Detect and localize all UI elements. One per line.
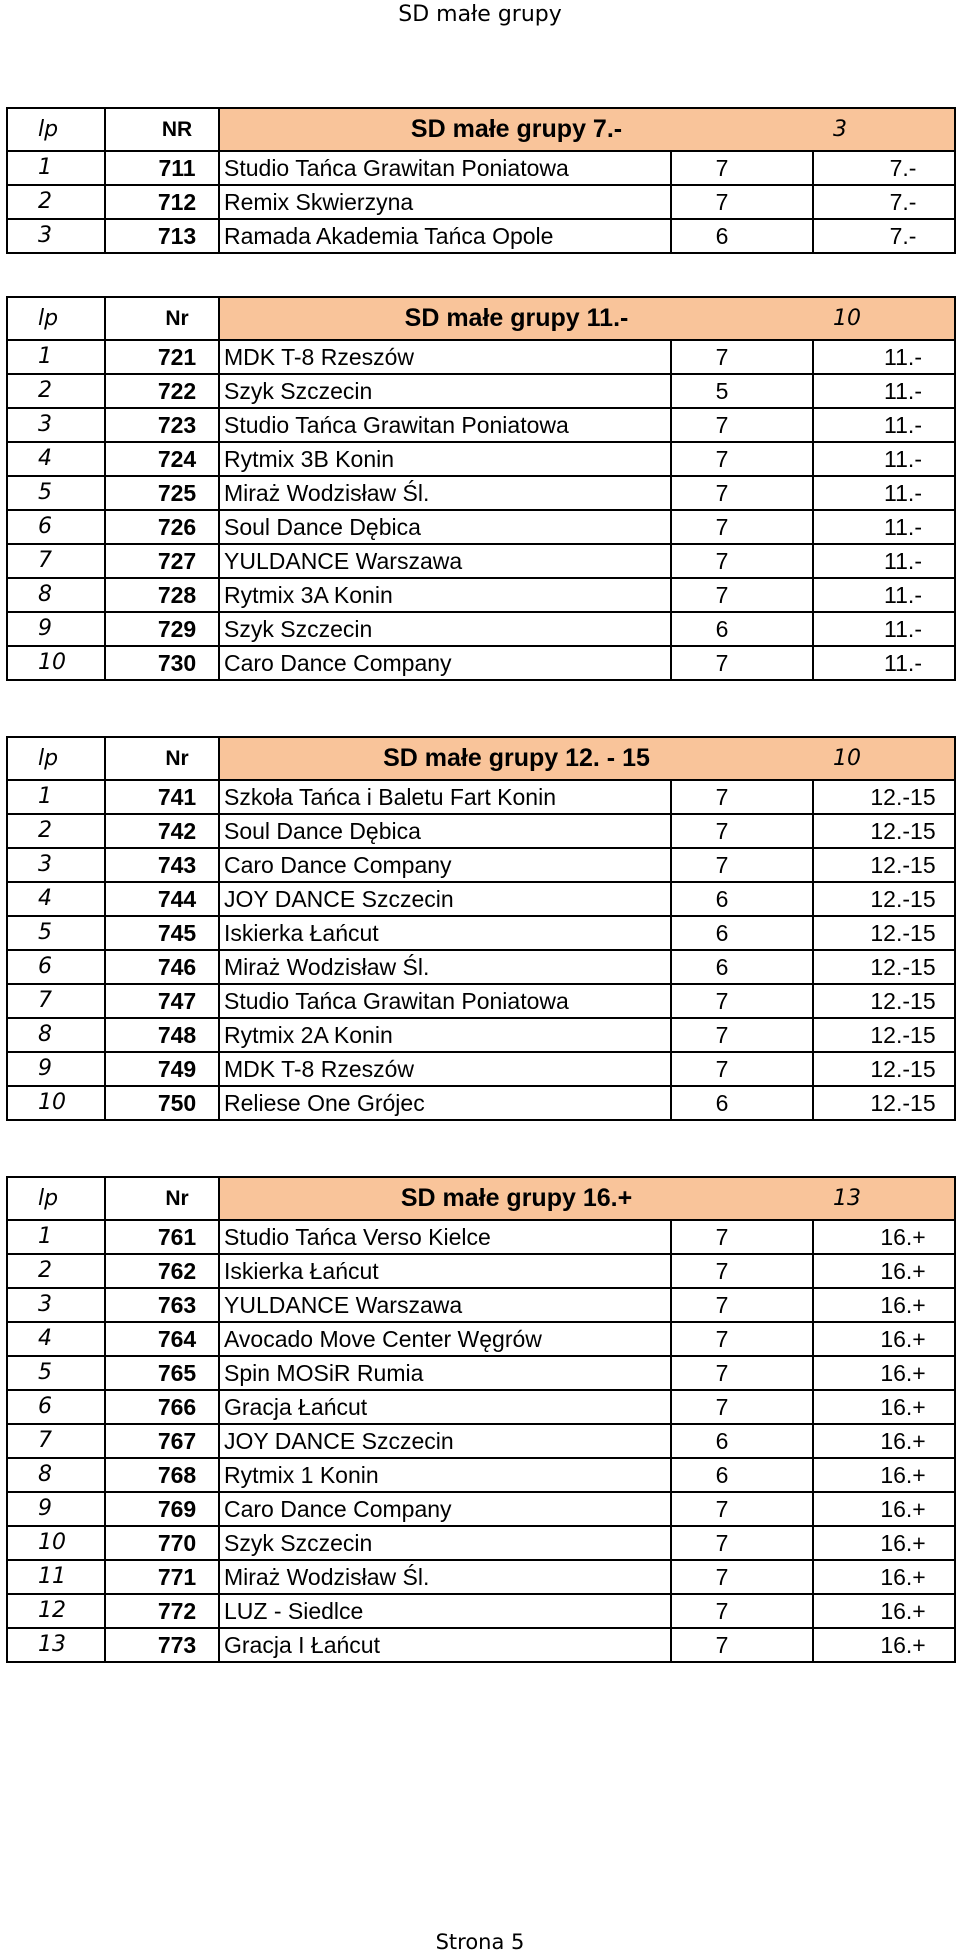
table-row: [7, 374, 955, 408]
row-category: 16.+: [813, 1390, 955, 1424]
row-lp: 9: [7, 612, 105, 646]
table-row: [7, 1390, 955, 1424]
table-row: [7, 1220, 955, 1254]
row-lp: 3: [7, 219, 105, 253]
row-team: Szyk Szczecin: [219, 612, 671, 646]
header-nr: Nr: [105, 297, 219, 340]
row-nr: 726: [105, 510, 219, 544]
row-category: 11.-: [813, 408, 955, 442]
row-nr: 741: [105, 780, 219, 814]
row-count: 7: [671, 814, 813, 848]
row-count: 7: [671, 1560, 813, 1594]
table-row: [7, 1526, 955, 1560]
row-nr: 764: [105, 1322, 219, 1356]
table-row: [7, 408, 955, 442]
group-title: SD małe grupy 12. - 15: [219, 737, 813, 780]
page-footer: Strona 5: [435, 1930, 525, 1954]
group-title: SD małe grupy 16.+: [219, 1177, 813, 1220]
row-nr: 750: [105, 1086, 219, 1120]
row-team: Iskierka Łańcut: [219, 916, 671, 950]
table-row: [7, 151, 955, 185]
table-row: [7, 950, 955, 984]
row-team: Soul Dance Dębica: [219, 814, 671, 848]
group-total: 3: [813, 108, 955, 151]
row-lp: 4: [7, 882, 105, 916]
group-total: 10: [813, 297, 955, 340]
row-team: Remix Skwierzyna: [219, 185, 671, 219]
row-category: 12.-15: [813, 916, 955, 950]
row-category: 7.-: [813, 185, 955, 219]
row-team: Studio Tańca Verso Kielce: [219, 1220, 671, 1254]
group-table: [6, 736, 956, 1121]
row-nr: 772: [105, 1594, 219, 1628]
table-row: [7, 1086, 955, 1120]
row-nr: 748: [105, 1018, 219, 1052]
group-header: [7, 1177, 955, 1220]
row-team: Iskierka Łańcut: [219, 1254, 671, 1288]
row-lp: 6: [7, 950, 105, 984]
row-category: 12.-15: [813, 882, 955, 916]
header-nr: Nr: [105, 1177, 219, 1220]
row-count: 6: [671, 950, 813, 984]
row-lp: 11: [7, 1560, 105, 1594]
row-count: 7: [671, 646, 813, 680]
row-team: Studio Tańca Grawitan Poniatowa: [219, 984, 671, 1018]
table-row: [7, 780, 955, 814]
row-lp: 1: [7, 151, 105, 185]
row-category: 11.-: [813, 476, 955, 510]
row-team: MDK T-8 Rzeszów: [219, 340, 671, 374]
row-category: 12.-15: [813, 1086, 955, 1120]
table-row: [7, 814, 955, 848]
row-team: Miraż Wodzisław Śl.: [219, 1560, 671, 1594]
table-row: [7, 1052, 955, 1086]
row-team: Rytmix 3A Konin: [219, 578, 671, 612]
row-lp: 5: [7, 1356, 105, 1390]
table-row: [7, 1322, 955, 1356]
row-count: 5: [671, 374, 813, 408]
row-lp: 2: [7, 185, 105, 219]
header-nr: NR: [105, 108, 219, 151]
table-row: [7, 219, 955, 253]
row-lp: 5: [7, 476, 105, 510]
row-team: Soul Dance Dębica: [219, 510, 671, 544]
row-lp: 3: [7, 408, 105, 442]
row-nr: 727: [105, 544, 219, 578]
row-lp: 13: [7, 1628, 105, 1662]
table-row: [7, 1492, 955, 1526]
table-row: [7, 544, 955, 578]
row-team: Rytmix 1 Konin: [219, 1458, 671, 1492]
row-count: 7: [671, 1628, 813, 1662]
row-count: 6: [671, 1086, 813, 1120]
row-count: 6: [671, 219, 813, 253]
row-category: 16.+: [813, 1322, 955, 1356]
row-lp: 2: [7, 814, 105, 848]
row-team: Szkoła Tańca i Baletu Fart Konin: [219, 780, 671, 814]
row-nr: 746: [105, 950, 219, 984]
table-row: [7, 984, 955, 1018]
row-team: Studio Tańca Grawitan Poniatowa: [219, 408, 671, 442]
row-lp: 7: [7, 544, 105, 578]
table-row: [7, 442, 955, 476]
row-team: Caro Dance Company: [219, 1492, 671, 1526]
row-nr: 711: [105, 151, 219, 185]
row-category: 7.-: [813, 151, 955, 185]
row-category: 11.-: [813, 442, 955, 476]
row-nr: 768: [105, 1458, 219, 1492]
table-row: [7, 1288, 955, 1322]
row-count: 7: [671, 1018, 813, 1052]
row-count: 7: [671, 340, 813, 374]
row-category: 11.-: [813, 646, 955, 680]
row-category: 11.-: [813, 544, 955, 578]
row-count: 7: [671, 510, 813, 544]
row-team: Rytmix 2A Konin: [219, 1018, 671, 1052]
row-team: YULDANCE Warszawa: [219, 544, 671, 578]
row-category: 12.-15: [813, 1018, 955, 1052]
row-category: 12.-15: [813, 814, 955, 848]
row-team: MDK T-8 Rzeszów: [219, 1052, 671, 1086]
row-count: 7: [671, 1356, 813, 1390]
row-nr: 761: [105, 1220, 219, 1254]
row-lp: 10: [7, 1086, 105, 1120]
row-team: Caro Dance Company: [219, 646, 671, 680]
row-nr: 729: [105, 612, 219, 646]
group-table: [6, 1176, 956, 1663]
row-team: Gracja Łańcut: [219, 1390, 671, 1424]
row-nr: 722: [105, 374, 219, 408]
row-count: 7: [671, 185, 813, 219]
row-nr: 742: [105, 814, 219, 848]
row-nr: 745: [105, 916, 219, 950]
row-nr: 767: [105, 1424, 219, 1458]
row-team: JOY DANCE Szczecin: [219, 1424, 671, 1458]
row-lp: 3: [7, 1288, 105, 1322]
row-lp: 10: [7, 1526, 105, 1560]
row-nr: 773: [105, 1628, 219, 1662]
row-count: 7: [671, 1220, 813, 1254]
row-team: Spin MOSiR Rumia: [219, 1356, 671, 1390]
row-nr: 743: [105, 848, 219, 882]
group-table: [6, 296, 956, 681]
table-row: [7, 1356, 955, 1390]
table-row: [7, 1560, 955, 1594]
row-count: 7: [671, 408, 813, 442]
group-header: [7, 108, 955, 151]
row-nr: 762: [105, 1254, 219, 1288]
row-team: JOY DANCE Szczecin: [219, 882, 671, 916]
row-count: 6: [671, 612, 813, 646]
row-team: Miraż Wodzisław Śl.: [219, 950, 671, 984]
row-category: 16.+: [813, 1458, 955, 1492]
row-count: 7: [671, 1052, 813, 1086]
row-team: Gracja I Łańcut: [219, 1628, 671, 1662]
table-row: [7, 612, 955, 646]
header-nr: Nr: [105, 737, 219, 780]
row-team: LUZ - Siedlce: [219, 1594, 671, 1628]
row-category: 11.-: [813, 510, 955, 544]
table-row: [7, 1254, 955, 1288]
row-lp: 8: [7, 1018, 105, 1052]
row-category: 16.+: [813, 1254, 955, 1288]
row-team: Szyk Szczecin: [219, 374, 671, 408]
table-row: [7, 340, 955, 374]
row-team: Studio Tańca Grawitan Poniatowa: [219, 151, 671, 185]
row-count: 7: [671, 1526, 813, 1560]
row-lp: 6: [7, 1390, 105, 1424]
row-nr: 749: [105, 1052, 219, 1086]
row-count: 7: [671, 1594, 813, 1628]
row-category: 11.-: [813, 578, 955, 612]
row-category: 16.+: [813, 1356, 955, 1390]
group-total: 13: [813, 1177, 955, 1220]
row-team: Miraż Wodzisław Śl.: [219, 476, 671, 510]
group-header: [7, 737, 955, 780]
row-lp: 2: [7, 1254, 105, 1288]
row-lp: 1: [7, 340, 105, 374]
row-lp: 7: [7, 1424, 105, 1458]
row-category: 11.-: [813, 340, 955, 374]
row-category: 16.+: [813, 1560, 955, 1594]
row-lp: 1: [7, 780, 105, 814]
row-count: 7: [671, 984, 813, 1018]
row-nr: 744: [105, 882, 219, 916]
row-lp: 2: [7, 374, 105, 408]
row-count: 7: [671, 1322, 813, 1356]
row-category: 12.-15: [813, 780, 955, 814]
row-count: 7: [671, 442, 813, 476]
row-nr: 763: [105, 1288, 219, 1322]
row-category: 11.-: [813, 612, 955, 646]
row-team: Ramada Akademia Tańca Opole: [219, 219, 671, 253]
table-row: [7, 882, 955, 916]
group-header: [7, 297, 955, 340]
row-category: 12.-15: [813, 984, 955, 1018]
row-nr: 766: [105, 1390, 219, 1424]
page-header: SD małe grupy: [398, 2, 562, 27]
header-lp: lp: [7, 737, 105, 780]
group-title: SD małe grupy 11.-: [219, 297, 813, 340]
table-row: [7, 1594, 955, 1628]
row-nr: 730: [105, 646, 219, 680]
header-lp: lp: [7, 1177, 105, 1220]
row-category: 16.+: [813, 1424, 955, 1458]
table-row: [7, 1628, 955, 1662]
row-lp: 7: [7, 984, 105, 1018]
row-nr: 728: [105, 578, 219, 612]
row-nr: 770: [105, 1526, 219, 1560]
table-row: [7, 848, 955, 882]
row-category: 11.-: [813, 374, 955, 408]
row-count: 7: [671, 476, 813, 510]
table-row: [7, 510, 955, 544]
row-lp: 8: [7, 1458, 105, 1492]
row-team: Rytmix 3B Konin: [219, 442, 671, 476]
table-row: [7, 1424, 955, 1458]
row-category: 16.+: [813, 1628, 955, 1662]
row-lp: 1: [7, 1220, 105, 1254]
row-count: 7: [671, 578, 813, 612]
row-count: 6: [671, 916, 813, 950]
row-team: Szyk Szczecin: [219, 1526, 671, 1560]
row-team: YULDANCE Warszawa: [219, 1288, 671, 1322]
table-row: [7, 646, 955, 680]
row-count: 7: [671, 1254, 813, 1288]
row-lp: 12: [7, 1594, 105, 1628]
row-lp: 9: [7, 1052, 105, 1086]
group-total: 10: [813, 737, 955, 780]
row-lp: 4: [7, 442, 105, 476]
row-category: 12.-15: [813, 950, 955, 984]
row-team: Caro Dance Company: [219, 848, 671, 882]
row-lp: 3: [7, 848, 105, 882]
row-lp: 9: [7, 1492, 105, 1526]
header-lp: lp: [7, 297, 105, 340]
row-count: 7: [671, 848, 813, 882]
row-category: 16.+: [813, 1526, 955, 1560]
row-count: 7: [671, 780, 813, 814]
row-count: 7: [671, 151, 813, 185]
row-category: 16.+: [813, 1594, 955, 1628]
row-count: 7: [671, 1390, 813, 1424]
row-lp: 5: [7, 916, 105, 950]
row-count: 7: [671, 1288, 813, 1322]
row-category: 16.+: [813, 1220, 955, 1254]
row-lp: 8: [7, 578, 105, 612]
table-row: [7, 916, 955, 950]
table-row: [7, 476, 955, 510]
group-table: [6, 107, 956, 254]
row-category: 12.-15: [813, 1052, 955, 1086]
row-nr: 771: [105, 1560, 219, 1594]
header-lp: lp: [7, 108, 105, 151]
row-category: 12.-15: [813, 848, 955, 882]
row-team: Reliese One Grójec: [219, 1086, 671, 1120]
row-category: 16.+: [813, 1492, 955, 1526]
table-row: [7, 1018, 955, 1052]
row-nr: 713: [105, 219, 219, 253]
group-title: SD małe grupy 7.-: [219, 108, 813, 151]
row-count: 6: [671, 882, 813, 916]
row-lp: 10: [7, 646, 105, 680]
row-category: 16.+: [813, 1288, 955, 1322]
row-lp: 4: [7, 1322, 105, 1356]
table-row: [7, 578, 955, 612]
row-nr: 769: [105, 1492, 219, 1526]
row-count: 6: [671, 1458, 813, 1492]
table-row: [7, 1458, 955, 1492]
row-nr: 725: [105, 476, 219, 510]
row-count: 6: [671, 1424, 813, 1458]
row-nr: 724: [105, 442, 219, 476]
row-count: 7: [671, 544, 813, 578]
row-nr: 747: [105, 984, 219, 1018]
table-row: [7, 185, 955, 219]
row-nr: 765: [105, 1356, 219, 1390]
row-nr: 721: [105, 340, 219, 374]
row-count: 7: [671, 1492, 813, 1526]
row-nr: 712: [105, 185, 219, 219]
row-lp: 6: [7, 510, 105, 544]
row-nr: 723: [105, 408, 219, 442]
row-category: 7.-: [813, 219, 955, 253]
row-team: Avocado Move Center Węgrów: [219, 1322, 671, 1356]
